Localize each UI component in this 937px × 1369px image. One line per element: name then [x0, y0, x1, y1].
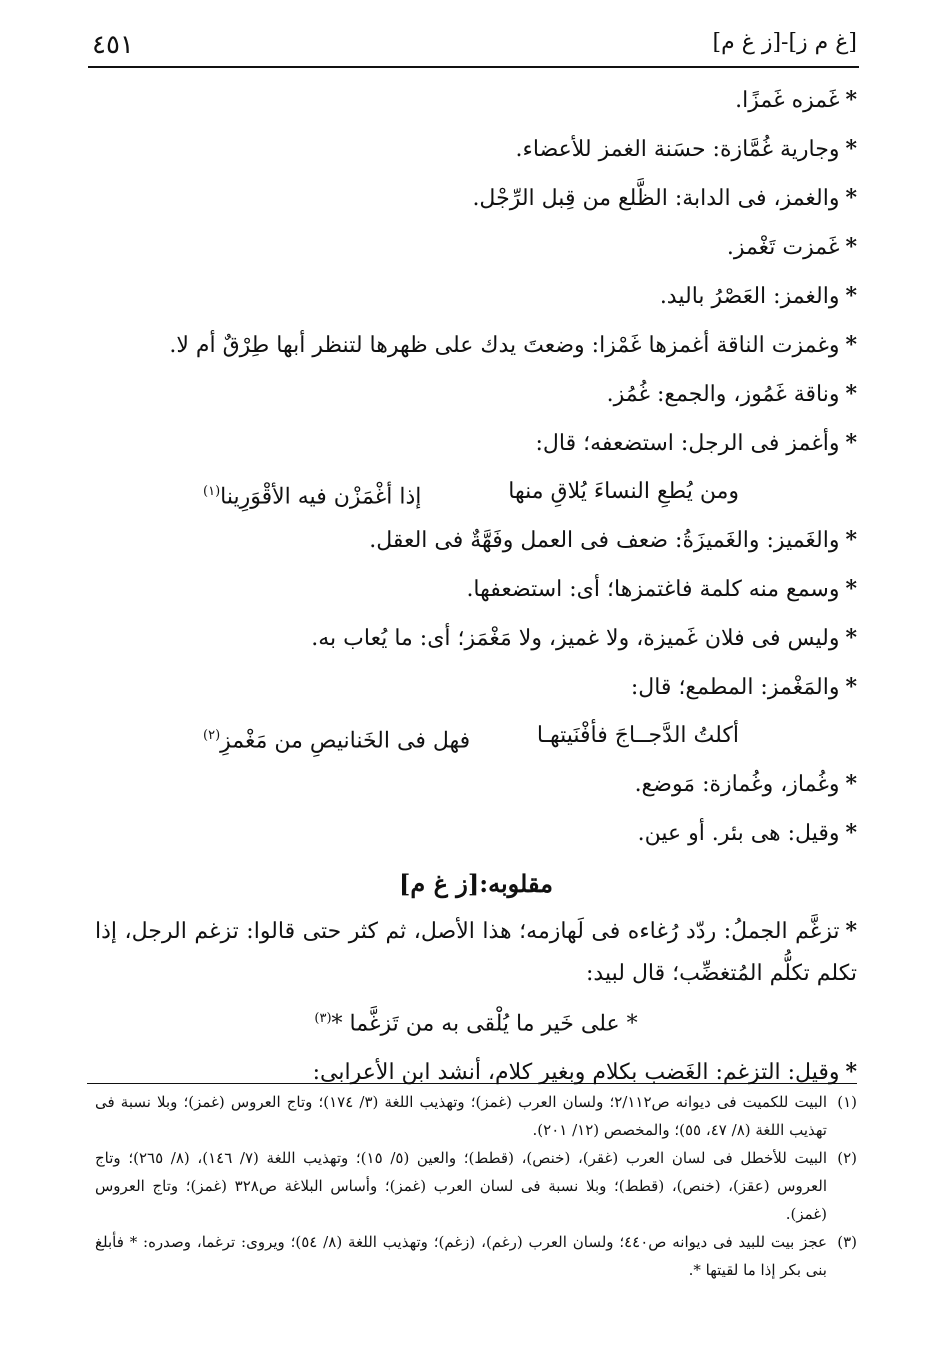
verse-2	[95, 712, 857, 760]
footnote-text: البيت للكميت فى ديوانه ص٢/١١٢؛ ولسان العرب (غمز)؛ وتهذيب اللغة (٣/ ١٧٤)؛ وتاج العروس (غمز)؛ وبلا نسبة فى تهذيب اللغة (٨/ ٤٧، ٥٥)؛ والمخصص (١٢/ ٢٠١).	[95, 1093, 827, 1139]
entry-star: *	[845, 234, 857, 260]
main-text	[95, 76, 857, 1097]
footnote-ref-3: (٣)	[314, 1011, 332, 1026]
verse-1	[95, 468, 857, 516]
entry-line	[95, 223, 857, 272]
entry-line	[95, 321, 857, 370]
entry-star: *	[845, 771, 857, 797]
verse-3-text: * على خَير ما يُلْقى به من تَزغَّما *	[331, 1011, 638, 1037]
entry-star: *	[845, 283, 857, 309]
header-rule	[88, 66, 859, 68]
verse-3	[95, 995, 857, 1048]
verse-1-second-hemistich-text: إذا أغْمَزْن فيه الأقْوَرِينا	[220, 484, 422, 510]
entry-star: *	[845, 332, 857, 358]
entry-text: غَمزت تَغْمز.	[726, 235, 840, 260]
entry-text: وناقة غَمُوز، والجمع: غُمُز.	[606, 382, 840, 407]
entry-star: *	[845, 1059, 857, 1086]
entry-text: والغمز، فى الدابة: الظَّلع من قِبل الرِّجْل.	[472, 186, 840, 211]
entry-star: *	[845, 674, 857, 700]
entry-star: *	[845, 430, 857, 456]
entry-line	[95, 760, 857, 809]
entry-line	[95, 76, 857, 125]
verse-1-first-hemistich: ومن يُطعِ النساءَ يُلاقِ منها	[508, 479, 739, 504]
entry-star: *	[845, 87, 857, 113]
entry-text: والغمز: العَصْرُ باليد.	[659, 284, 840, 309]
section-paragraph	[95, 910, 857, 995]
entry-star: *	[845, 136, 857, 162]
entry-line	[95, 370, 857, 419]
footnote-number: (٢)	[837, 1149, 857, 1167]
entry-text: والمَغْمز: المطمع؛ قال:	[630, 675, 840, 700]
footnotes	[95, 1088, 857, 1284]
footnote-text: عجز بيت للبيد فى ديوانه ص٤٤٠؛ ولسان العرب (رغم)، (زغم)؛ وتهذيب اللغة (٨/ ٥٤)؛ ويروى: ترغما، وصدره: * فأبلغ بنى بكر إذا ما لقيتها *.	[95, 1233, 828, 1279]
entry-line	[95, 272, 857, 321]
entry-line	[95, 419, 857, 468]
entry-text: وجارية غُمَّازة: حسَنة الغمز للأعضاء.	[515, 137, 840, 162]
entry-text: وسمع منه كلمة فاغتمزها؛ أى: استضعفها.	[466, 577, 840, 602]
entry-text: وقيل: هى بئر. أو عين.	[637, 821, 840, 846]
entry-text: وقيل: التزغم: الغَضب بكلام وبغير كلام، أنشد ابن الأعرابى:	[312, 1060, 840, 1086]
footnote	[95, 1144, 857, 1228]
section-paragraph-text: تزغَّم الجملُ: ردّد رُغاءه فى لَهازمه؛ هذا الأصل، ثم كثر حتى قالوا: تزغم الرجل، إذا تكلم تكلُّم المُتغضِّب؛ قال لبيد:	[95, 919, 857, 986]
verse-2-second-hemistich-text: فهل فى الخَنانيصِ من مَغْمزِ	[220, 728, 471, 754]
entry-line	[95, 516, 857, 565]
entry-line	[95, 663, 857, 712]
entry-line	[95, 565, 857, 614]
verse-2-first-hemistich: أكلتُ الدَّجــاجَ فأفْنَيتهـا	[536, 723, 739, 748]
footnote-number: (٣)	[837, 1233, 857, 1251]
entry-text: والغَميز: والغَميزَةُ: ضعف فى العمل وفَهَّةٌ فى العقل.	[369, 528, 840, 553]
verse-2-second-hemistich	[203, 712, 470, 765]
entry-star: *	[845, 625, 857, 651]
footnote	[95, 1088, 857, 1144]
entry-star: *	[845, 185, 857, 211]
entry-star: *	[845, 381, 857, 407]
entry-star: *	[845, 820, 857, 846]
entry-line	[95, 809, 857, 858]
footnote-ref-1: (١)	[203, 484, 221, 499]
entry-text: وغمزت الناقة أغمزها غَمْزا: وضعتَ يدك على ظهرها لتنظر أبها طِرْقٌ أم لا.	[169, 333, 840, 358]
entry-text: وأغمز فى الرجل: استضعفه؛ قال:	[535, 431, 840, 456]
footnote-ref-2: (٢)	[203, 728, 221, 743]
entry-text: وغُماز، وغُمازة: مَوضع.	[634, 772, 840, 797]
entry-star: *	[845, 918, 857, 944]
entry-text: وليس فى فلان غَميزة، ولا غميز، ولا مَغْمَز؛ أى: ما يُعاب به.	[311, 626, 840, 651]
footnote	[95, 1228, 857, 1284]
entry-text: غَمزه غَمزًا.	[735, 88, 840, 113]
footnote-rule	[87, 1083, 857, 1084]
entry-star: *	[845, 576, 857, 602]
entry-line	[95, 614, 857, 663]
entry-star: *	[845, 527, 857, 553]
verse-1-second-hemistich	[203, 468, 421, 521]
footnote-text: البيت للأخطل فى لسان العرب (غقر)، (خنص)، (قطط)؛ والعين (٥/ ١٥)؛ وتهذيب اللغة (٧/ ١٤٦)، (٨/ ٢٦٥)؛ وتاج العروس (عقز)، (خنص)، (قطط)؛ وبلا نسبة فى لسان العرب (غمز)؛ وأساس البلاغة ص٣٢٨ (غمز)؛ وتاج العروس (غمز).	[95, 1149, 827, 1223]
running-title: [غ م ز]-[ز غ م]	[712, 30, 857, 55]
section-heading: مقلوبه:[ز غ م]	[399, 869, 553, 898]
entry-line	[95, 174, 857, 223]
footnote-number: (١)	[837, 1093, 857, 1111]
page-number: ٤٥١	[92, 30, 134, 60]
entry-line	[95, 125, 857, 174]
